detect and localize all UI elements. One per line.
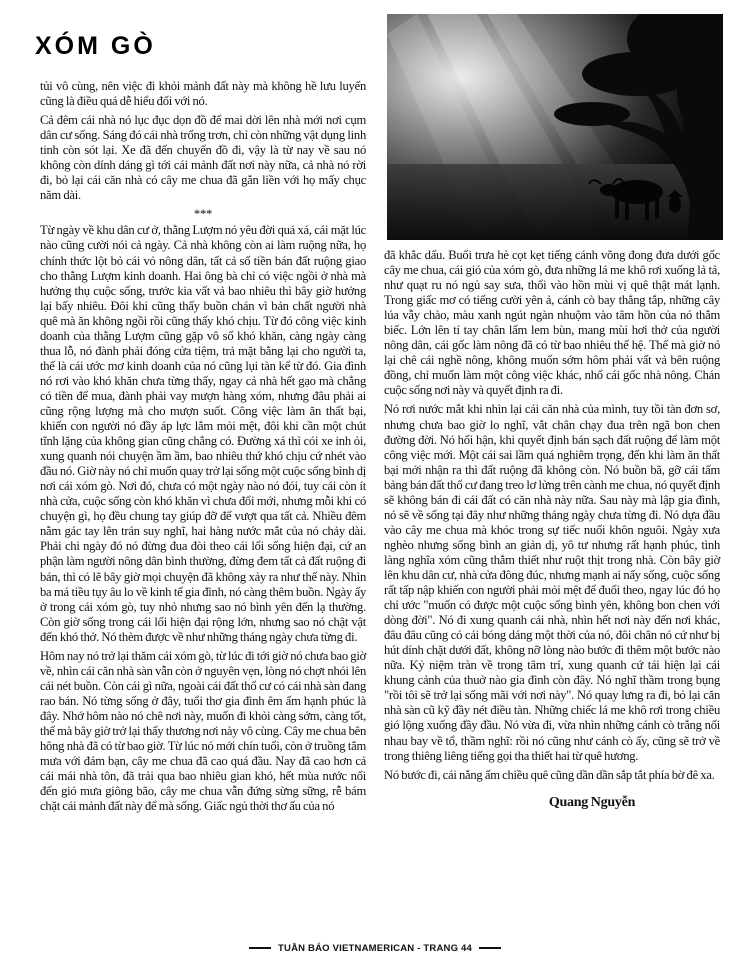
footer-rule-left bbox=[249, 947, 271, 949]
tree-buffalo-photo-icon bbox=[387, 14, 723, 240]
paragraph: Nó bước đi, cái nắng ấm chiều quê cũng dần dần sắp tắt phía bờ đê xa. bbox=[384, 767, 715, 782]
page-footer bbox=[0, 943, 750, 954]
author-name: Quang Nguyễn bbox=[548, 794, 636, 810]
article-right-column bbox=[384, 248, 720, 810]
article-left-column bbox=[40, 79, 366, 818]
paragraph: đã khắc dấu. Buổi trưa hè cọt kẹt tiếng cánh võng đong đưa dưới gốc cây me chua, cái gió của xóm gò, đưa những lá me khô rơi xuống lả tả, như quạt ru nó ngủ say sưa, thổi vào hồn mùi vị quê thật mát lạnh. Trong giấc mơ có tiếng cười yên ả, cánh cò bay thẳng tắp, những cây lúa vẫy chào, màu xanh ngút ngàn nhuộm vào tâm hồn của nó thắm biếc. Lớn lên tí tay chân lấm lem bùn, mang mùi hơi thở của người nông dân, cái gốc làm nông đã có từ bao nhiêu thế hệ. Thế mà giờ nó lại chê cái nghề nông, không muốn sớm hôm phải vất vả bên ruộng đồng, chỉ muốn làm một công việc khác, nhổ cái gốc nhà nông. Chán cuộc sống nơi này và quyết định ra đi. bbox=[384, 248, 720, 398]
paragraph: Cả đêm cái nhà nó lục đục dọn đồ để mai dời lên nhà mới nơi cụm dân cư sống. Sáng đó cái nhà trống trơn, chỉ còn những vật dụng linh tinh còn sót lại. Xe đã đến chuyển đồ đi, vậy là từ nay về sau nó không còn dính dáng gì tới cái mảnh đất nơi này nữa, cả nhà nó rời đi, bỏ lại cái căn nhà có cây me chua đã gắn liền với họ mấy chục năm dài. bbox=[40, 113, 366, 203]
paragraph: tủi vô cùng, nên việc đi khỏi mảnh đất này mà không hề lưu luyến cũng là điều quá dễ hiểu đối với nó. bbox=[40, 79, 366, 109]
section-separator: *** bbox=[193, 207, 213, 222]
footer-text: TUẦN BÁO VIETNAMERICAN - TRANG 44 bbox=[278, 943, 472, 954]
article-title: XÓM GÒ bbox=[35, 32, 156, 60]
paragraph: Hôm nay nó trở lại thăm cái xóm gò, từ lúc đi tới giờ nó chưa bao giờ về, nhìn cái căn nhà sàn vẫn còn ở nguyên vẹn, lòng nó chợt nhói lên cái nét buồn. Còn cái gì nữa, ngoài cái đất thổ cư có cái nhà sàn đang rao bán. Nó từng sống ở đây, tuổi thơ gia đình êm ấm hạnh phúc là đây. Nhớ hôm nào nó chê nơi này, muốn đi khỏi càng sớm, càng tốt, thế mà bây giờ trở lại thấy thương nơi này vô cùng. Cây me chua bên hông nhà đã có từ bao giờ. Từ lúc nó mới chín tuổi, còn ở truồng tắm mưa với đám bạn, cây me chua đã cao quá đầu. Nay đã cao hơn cả cái mái nhà tôn, đã trải qua bao nhiêu gian khó, hết mùa nước nổi đến gió mưa giông bão, cây me chua vẫn đứng sừng sững, rễ bám chặt cái mảnh đất này để mà sống. Giấc ngủ thời thơ ấu của nó bbox=[40, 648, 366, 814]
landscape-photo bbox=[387, 14, 723, 240]
paragraph: Nó rơi nước mắt khi nhìn lại cái căn nhà của mình, tuy tồi tàn đơn sơ, nhưng chưa bao giờ lo nghĩ, vắt chân chạy đua trên ngã bon chen đường đời. Nó hối hận, khi quyết định bán sạch đất ruộng để làm một công việc mới. Một cái sai lầm quá nghiêm trọng, đến khi làm ăn thất bại mới nhận ra thì đất ruộng đã không còn. Nó buồn bã, gỡ cái tấm bảng bán đất thổ cư đang treo lơ lửng trên cành me chua, nó quyết định sẽ không bán đi cái đất có căn nhà này nữa. Sau này mà lập gia đình, nó sẽ về sống tại đây như những tháng ngày chưa từng đi. Nó dựa đầu vào cây me chua mà khóc trong sự tiếc nuối khôn nguôi. Ngày xưa nghèo nhưng sống bình an giản dị, yô tư nhưng rất hạnh phúc, tình làng nghĩa xóm cũng thắm thiết như ruột thịt trong nhà. Còn bây giờ lên khu dân cư, nhà cửa đông đúc, nhưng mạnh ai nấy sống, cuộc sống rất tấp nập khiến con người phải mỏi mệt để đuổi theo, ngay lúc đó họ chỉ ước "muốn có được một cuộc sống bình yên, không bon chen với dòng đời". Nó đi xung quanh cái nhà, nhìn hết nơi này đến nơi khác, đâu đâu cũng có cái bóng dáng một thời của nó, đôi chân nó cứ như bị hút dính chặt dưới đất, không nỡ lòng nào bước đi thêm một bước nào nữa. Kỷ niệm tràn về trong tâm trí, xung quanh cứ tái hiện lại cái khung cảnh của thuở nào gia đình còn đây. Nó nghĩ thầm trong bụng "rồi tôi sẽ trở lại sống mãi với nơi này". Nó quay lưng ra đi, bỏ lại căn nhà sàn cũ kỹ đầy nét điều tàn. Những chiếc lá me khô rơi trong chiều gió lộng xuống đầy đầu. Nó vừa đi, vừa nhìn những cánh cò trắng nối nhau bay về tổ, thầm nghĩ: rồi nó cũng như cánh cò ấy, cũng sẽ trở về trong thiêng liêng tiếng gọi tha thiết hai từ quê hương. bbox=[384, 402, 720, 763]
footer-rule-right bbox=[479, 947, 501, 949]
paragraph: Từ ngày về khu dân cư ở, thằng Lượm nó yêu đời quá xá, cái mặt lúc nào cũng cười nói cả ngày. Cả nhà không còn ai làm ruộng nữa, họ chính thức lột bỏ cái vỏ nông dân, tất cả số tiền bán đất ruộng giao cho thằng Lượm kinh doanh. Hai ông bà chỉ có việc ngồi ở nhà mà hưởng thụ cuộc sống, trước kia vất vả bao nhiêu thì bây giờ hưởng lại bấy nhiêu. Đôi khi cũng thấy buồn chán vì bản chất người nhà quê mà ăn không ngồi rồi cũng thấy khó chịu. Từ đó công việc kinh doanh của thằng Lượm cũng gặp vô số khó khăn, càng ngày càng thua lỗ, nó đành phải đóng cửa tiệm, trả mặt bằng lại cho người ta, thế là cái ước mơ kinh doanh của nó cũng lụi tàn kể từ đó. Gia đình nó rơi vào khó khăn chưa từng thấy, ngay cả nhà hết gạo mà chẳng có tiền để mua, đành phải vay mượn hàng xóm, nhưng đâu phải ai cũng rộng lượng mà cho mượn suốt. Công việc làm ăn thất bại, khiến con người nó đầy áp lực lắm mỏi mệt, đôi khi cần một chút tĩnh lặng của không gian cũng chẳng có. Đường xá thì cói xe inh ỏi, xung quanh nói chuyện ầm ầm, bao nhiêu thứ khó chịu cứ nhét vào đầu nó. Giờ này nó chỉ muốn quay trở lại sống một cuộc sống bình dị nơi cái xóm gò. Nơi đó, chưa có một ngày nào nó đói, tuy cái còn ít nhà cửa, cuộc sống còn khó khăn vì chưa đổi mới, nhưng mỗi khi có chuyện gì, họ đều chung tay giúp đỡ để vượt qua tất cả. Nhiều đêm nằm gác tay lên trán suy nghĩ, hai hàng nước mắt của nó chảy dài. Phải chi ngày đó nó đừng đua đòi theo cái lối sống hiện đại, cứ an phận làm người nông dân bình thường, đừng đem tất cả đất ruộng đi bán, thì có lẽ bây giờ mọi chuyện đã không xảy ra như thế này. Nhìn ba má tiều tụy âu lo về kinh tế gia đình, nó càng thêm buồn. Ngày ấy ở trong cái xóm gò, tuy nhỏ nhưng sao nó bình yên đến lạ thường. Còn giờ sống trong cái lối hiện đại rộng lớn, nhưng sao nó chật vật đến khó thở. Nó thèm được về như những tháng ngày chưa từng đi. bbox=[40, 223, 366, 644]
